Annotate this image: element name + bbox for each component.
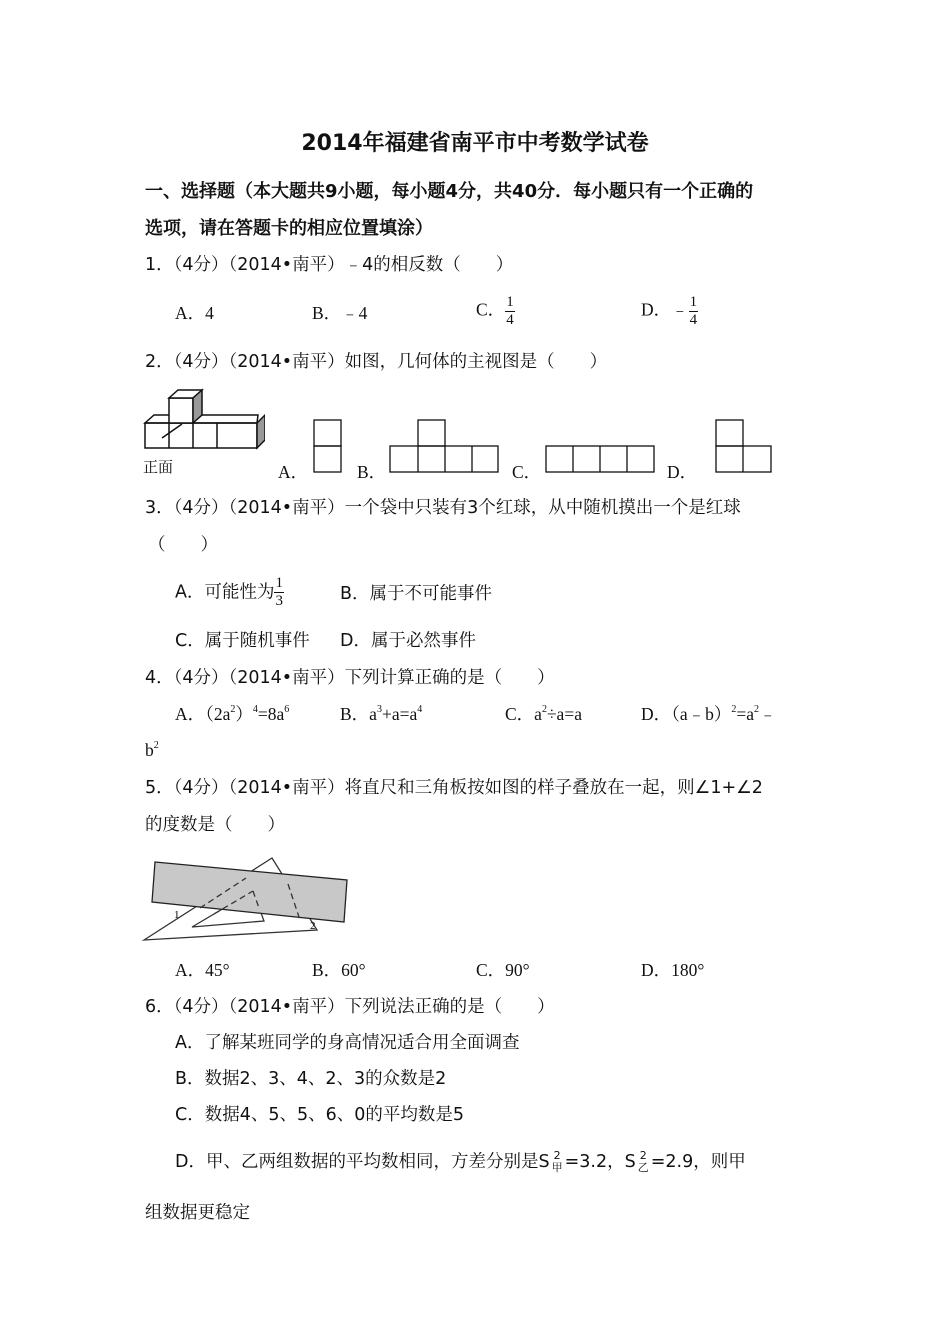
front-label: 正面 [143, 458, 174, 476]
text: =8a [257, 704, 285, 724]
q2-option-d: D． [667, 462, 698, 482]
q6-option-c: C．数据4、5、5、6、0的平均数是5 [175, 1105, 465, 1125]
q5-option-c: C．90° [476, 960, 530, 980]
option-b-figure [389, 419, 499, 473]
question-3-stem-cont: （ ） [148, 535, 218, 555]
text: +a=a [381, 704, 418, 724]
solid-figure [140, 382, 265, 450]
fraction [274, 575, 284, 610]
text: D．（a﹣b） [641, 704, 732, 724]
q2-option-a: A． [278, 462, 309, 482]
q5-option-d: D．180° [641, 960, 705, 980]
text: =a [736, 704, 755, 724]
fraction [505, 294, 515, 329]
text: ÷a=a [546, 704, 582, 724]
q3-option-b: B．属于不可能事件 [340, 584, 493, 604]
text: =2.9，则甲 [650, 1152, 746, 1172]
question-2-stem: 2．（4分）（2014•南平）如图，几何体的主视图是（ ） [145, 352, 608, 372]
q4-option-d-cont [145, 738, 159, 762]
numerator: 1 [689, 294, 698, 310]
denominator: 4 [689, 312, 698, 328]
q5-option-b: B．60° [312, 960, 366, 980]
q5-option-a: A．45° [175, 960, 230, 980]
label: C． [476, 299, 506, 320]
label: A．可能性为 [175, 582, 275, 603]
exponent: 6 [284, 704, 290, 715]
text: D．甲、乙两组数据的平均数相同，方差分别是S [175, 1152, 550, 1172]
q4-option-b [340, 702, 422, 726]
numerator: 1 [506, 294, 514, 310]
q3-option-c: C．属于随机事件 [175, 631, 310, 651]
text: ﹣ [759, 704, 777, 724]
exponent: 3 [376, 704, 382, 715]
text: B．a [340, 704, 377, 724]
exponent: 2 [731, 704, 737, 715]
q4-option-d [641, 702, 777, 726]
text: C．a [505, 704, 542, 724]
q6-option-a: A．了解某班同学的身高情况适合用全面调查 [175, 1033, 520, 1053]
option-c-figure [545, 445, 655, 473]
page-title: 2014年福建省南平市中考数学试卷 [301, 131, 649, 156]
q2-option-c: C． [512, 462, 542, 482]
q3-option-d: D．属于必然事件 [340, 631, 476, 651]
exponent: 2 [541, 704, 547, 715]
denominator: 3 [275, 593, 283, 609]
q3-option-a [175, 575, 284, 610]
q2-option-b: B． [357, 462, 387, 482]
q1-option-a: A．4 [175, 303, 214, 323]
option-a-figure [313, 419, 343, 473]
text: ） [235, 704, 253, 724]
q4-option-a [175, 702, 289, 726]
question-5-stem-cont: 的度数是（ ） [145, 815, 285, 835]
variance-sub-sup [552, 1150, 563, 1174]
sub: 乙 [637, 1161, 649, 1174]
text: b [145, 740, 154, 760]
label: D．﹣ [641, 299, 689, 320]
text: A．（2a [175, 704, 231, 724]
sup: 2 [639, 1149, 647, 1162]
fraction [689, 294, 699, 329]
q1-option-d [641, 294, 698, 329]
q6-option-d-cont: 组数据更稳定 [145, 1203, 250, 1223]
question-3-stem: 3．（4分）（2014•南平）一个袋中只装有3个红球，从中随机摸出一个是红球 [145, 498, 741, 518]
text: =3.2，S [564, 1152, 636, 1172]
sup: 2 [553, 1149, 561, 1162]
question-1-stem: 1．（4分）（2014•南平）﹣4的相反数（ ） [145, 255, 514, 275]
question-5-stem: 5．（4分）（2014•南平）将直尺和三角板按如图的样子叠放在一起，则∠1+∠2 [145, 778, 763, 798]
q6-option-b: B．数据2、3、4、2、3的众数是2 [175, 1069, 447, 1089]
question-6-stem: 6．（4分）（2014•南平）下列说法正确的是（ ） [145, 997, 555, 1017]
sub: 甲 [551, 1161, 563, 1174]
q1-option-b: B．﹣4 [312, 303, 368, 323]
denominator: 4 [506, 312, 514, 328]
exponent: 4 [252, 704, 258, 715]
option-d-figure [715, 419, 773, 473]
exponent: 2 [230, 704, 236, 715]
exponent: 2 [153, 740, 159, 751]
angle-2-label: 2 [310, 920, 316, 932]
question-4-stem: 4．（4分）（2014•南平）下列计算正确的是（ ） [145, 668, 555, 688]
numerator: 1 [275, 575, 283, 591]
ruler-triangle-figure [140, 850, 355, 945]
exponent: 2 [754, 704, 760, 715]
variance-sub-sup [638, 1150, 649, 1174]
q6-option-d [175, 1150, 746, 1174]
q1-option-c [476, 294, 515, 329]
exponent: 4 [417, 704, 423, 715]
section-heading-cont: 选项，请在答题卡的相应位置填涂） [145, 218, 433, 239]
section-heading: 一、选择题（本大题共9小题，每小题4分，共40分．每小题只有一个正确的 [145, 181, 754, 202]
q4-option-c [505, 702, 582, 726]
angle-1-label: 1 [174, 909, 180, 921]
